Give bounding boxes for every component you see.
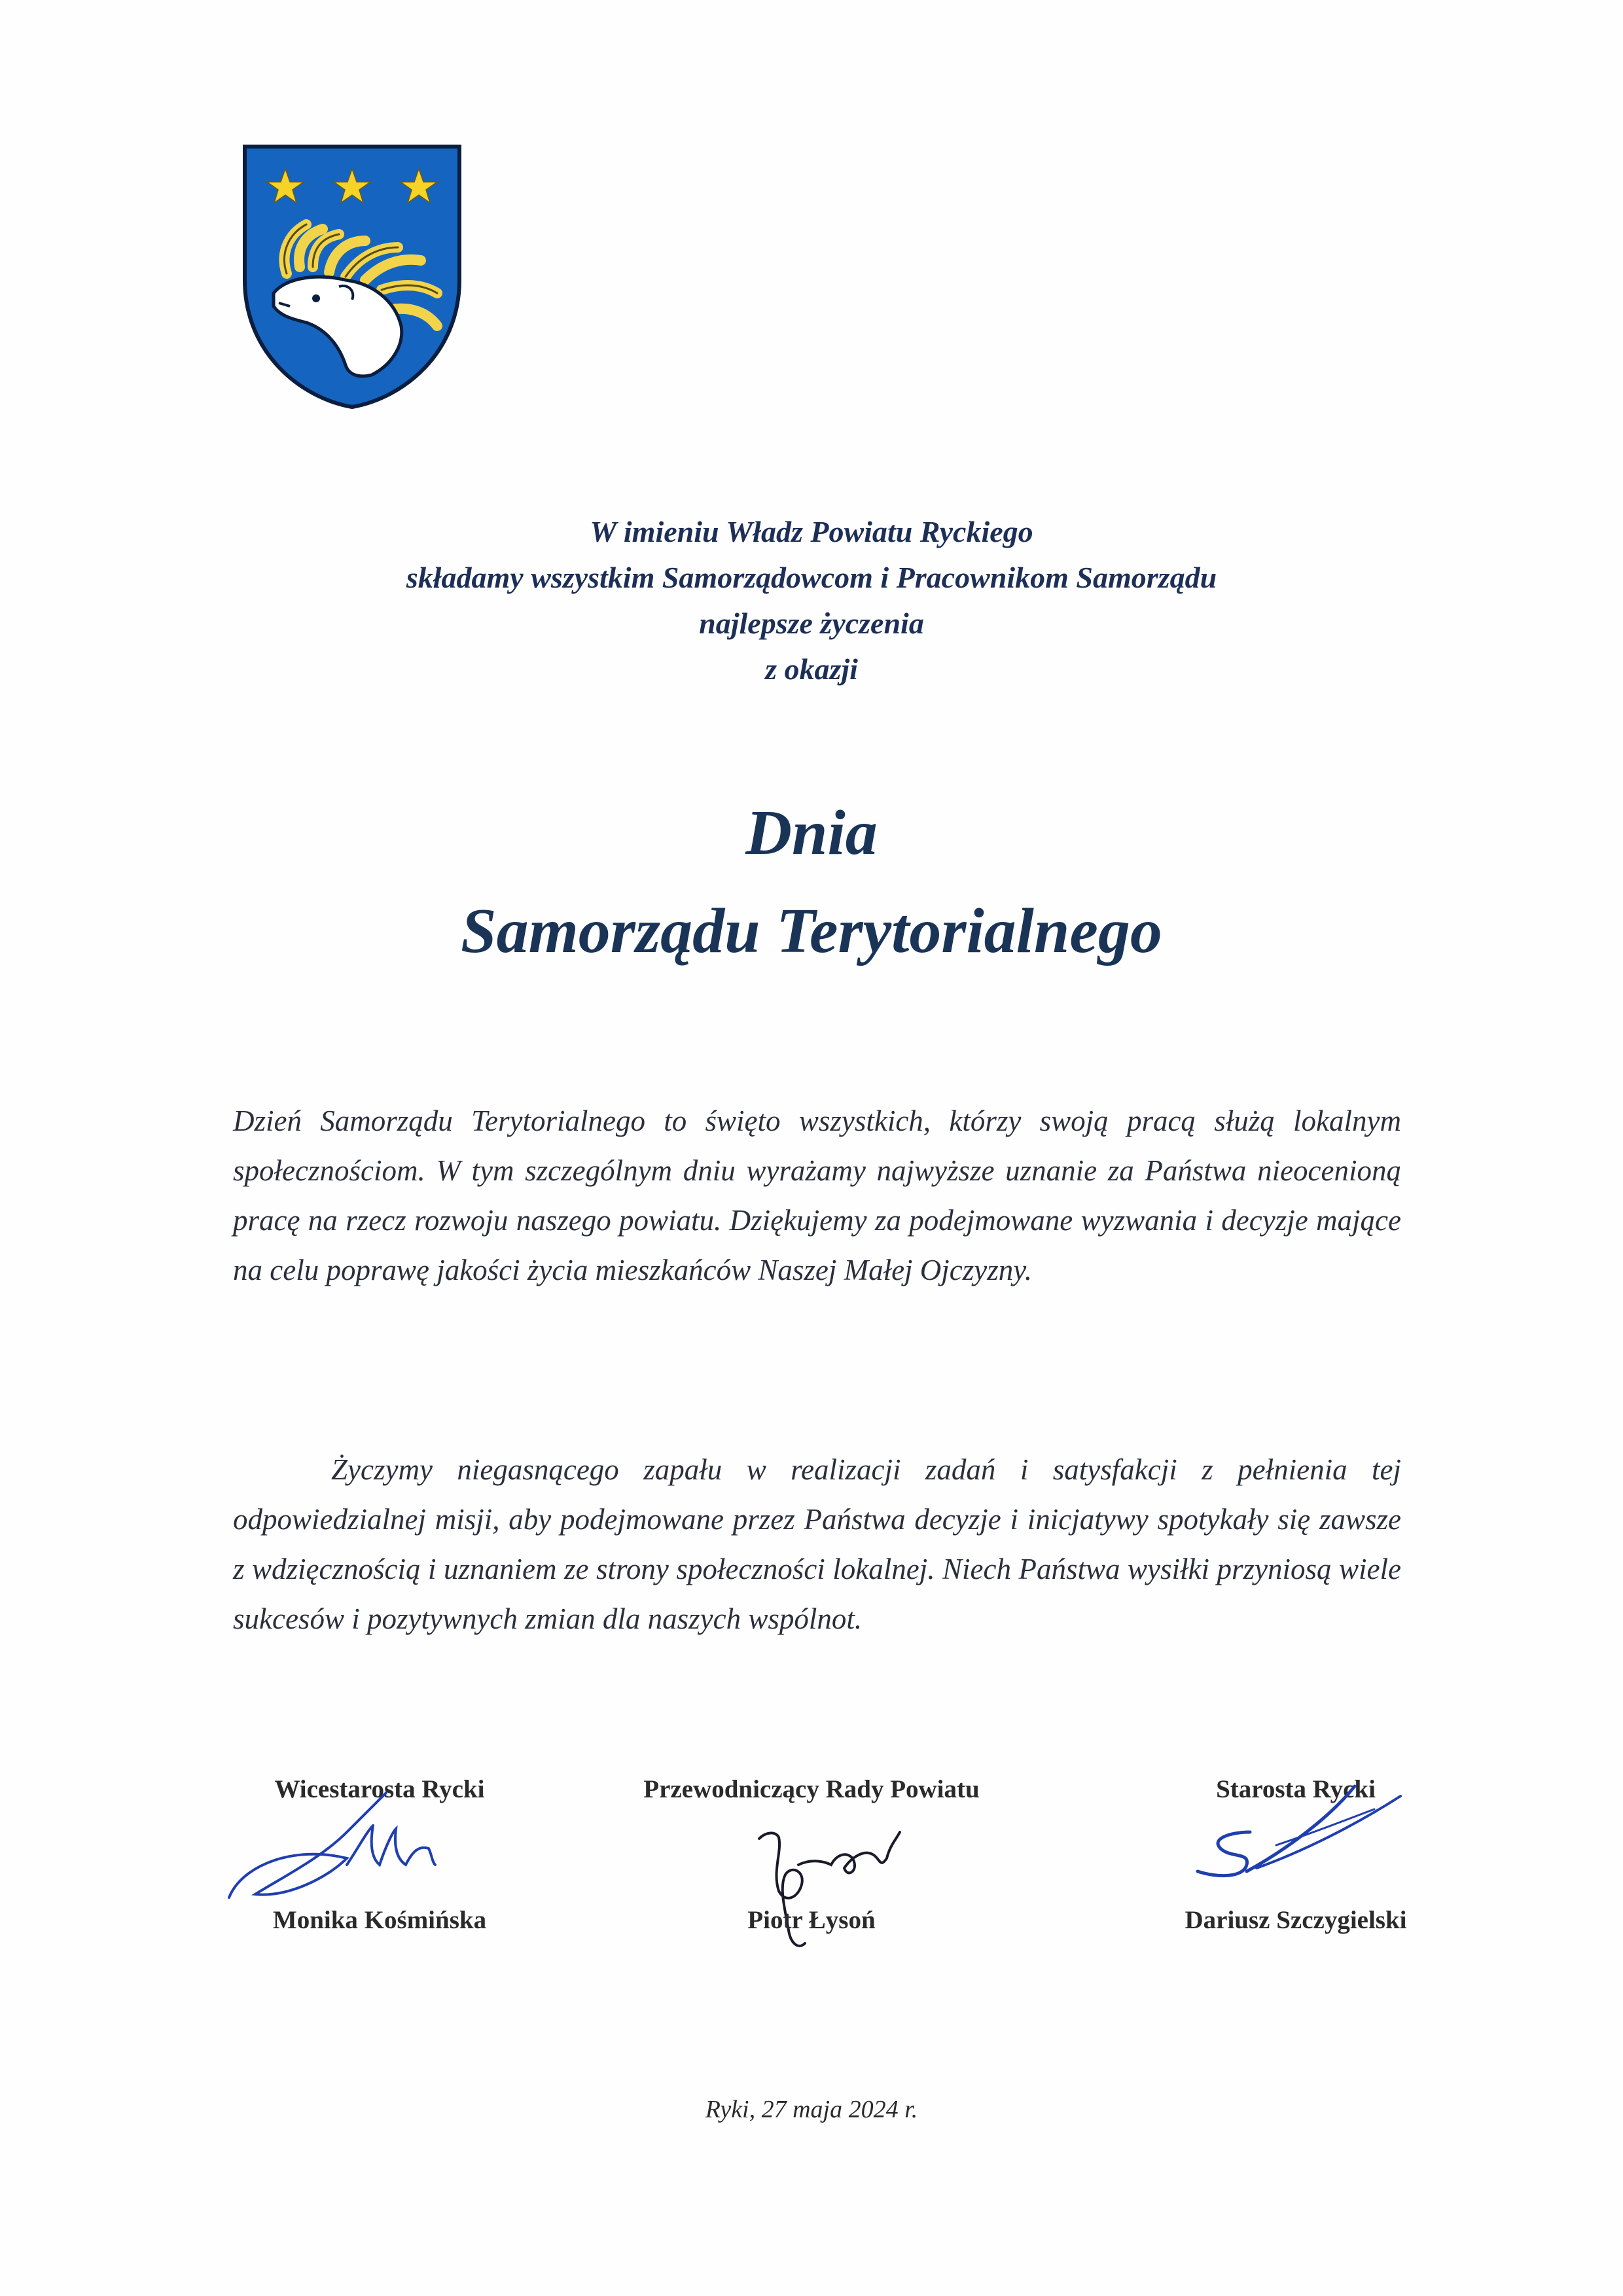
header-line: z okazji [765, 652, 858, 686]
signature-name-vice-starost: Monika Kośmińska [272, 1906, 487, 1934]
greeting-header [0, 509, 1623, 692]
document-title [0, 784, 1623, 980]
place-and-date: Ryki, 27 maja 2024 r. [705, 2096, 918, 2123]
coat-of-arms-emblem [241, 143, 463, 411]
body-paragraph-1: Dzień Samorządu Terytorialnego to święto wszystkich, którzy swoją pracą służą lokalnym społecznościom. W tym szczególnym dniu wyrażamy najwyższe uznanie za Państwa nieocenioną pracę na rzecz rozwoju naszego powiatu. Dziękujemy za podejmowane wyzwania i decyzje mające na celu poprawę jakości życia mieszkańców Naszej Małej Ojczyzny. [233, 1104, 1401, 1286]
header-line: składamy wszystkim Samorządowcom i Pracownikom Samorządu [406, 561, 1217, 594]
body-paragraph-2: Życzymy niegasnącego zapału w realizacji zadań i satysfakcji z pełnienia tej odpowiedzialnej misji, aby podejmowane przez Państwa decyzje i inicjatywy spotykały się zawsze z wdzięcznością i uznaniem ze strony społeczności lokalnej. Niech Państwa wysiłki przyniosą wiele sukcesów i pozytywnych zmian dla naszych wspólnot. [233, 1453, 1401, 1635]
title-line-2: Samorządu Terytorialnego [461, 896, 1162, 966]
handwritten-signature-3 [1185, 1760, 1420, 1898]
signature-role-vice-starost: Wicestarosta Rycki [274, 1775, 485, 1803]
signature-name-council-chair: Piotr Łysoń [747, 1906, 876, 1934]
header-line: W imieniu Władz Powiatu Ryckiego [590, 515, 1033, 548]
signature-name-starost: Dariusz Szczygielski [1185, 1906, 1407, 1934]
title-line-1: Dnia [745, 798, 878, 868]
header-line: najlepsze życzenia [699, 607, 924, 640]
signature-role-starost: Starosta Rycki [1216, 1775, 1376, 1803]
handwritten-signature-2 [740, 1812, 910, 1963]
signature-role-council-chair: Przewodniczący Rady Powiatu [643, 1775, 980, 1803]
